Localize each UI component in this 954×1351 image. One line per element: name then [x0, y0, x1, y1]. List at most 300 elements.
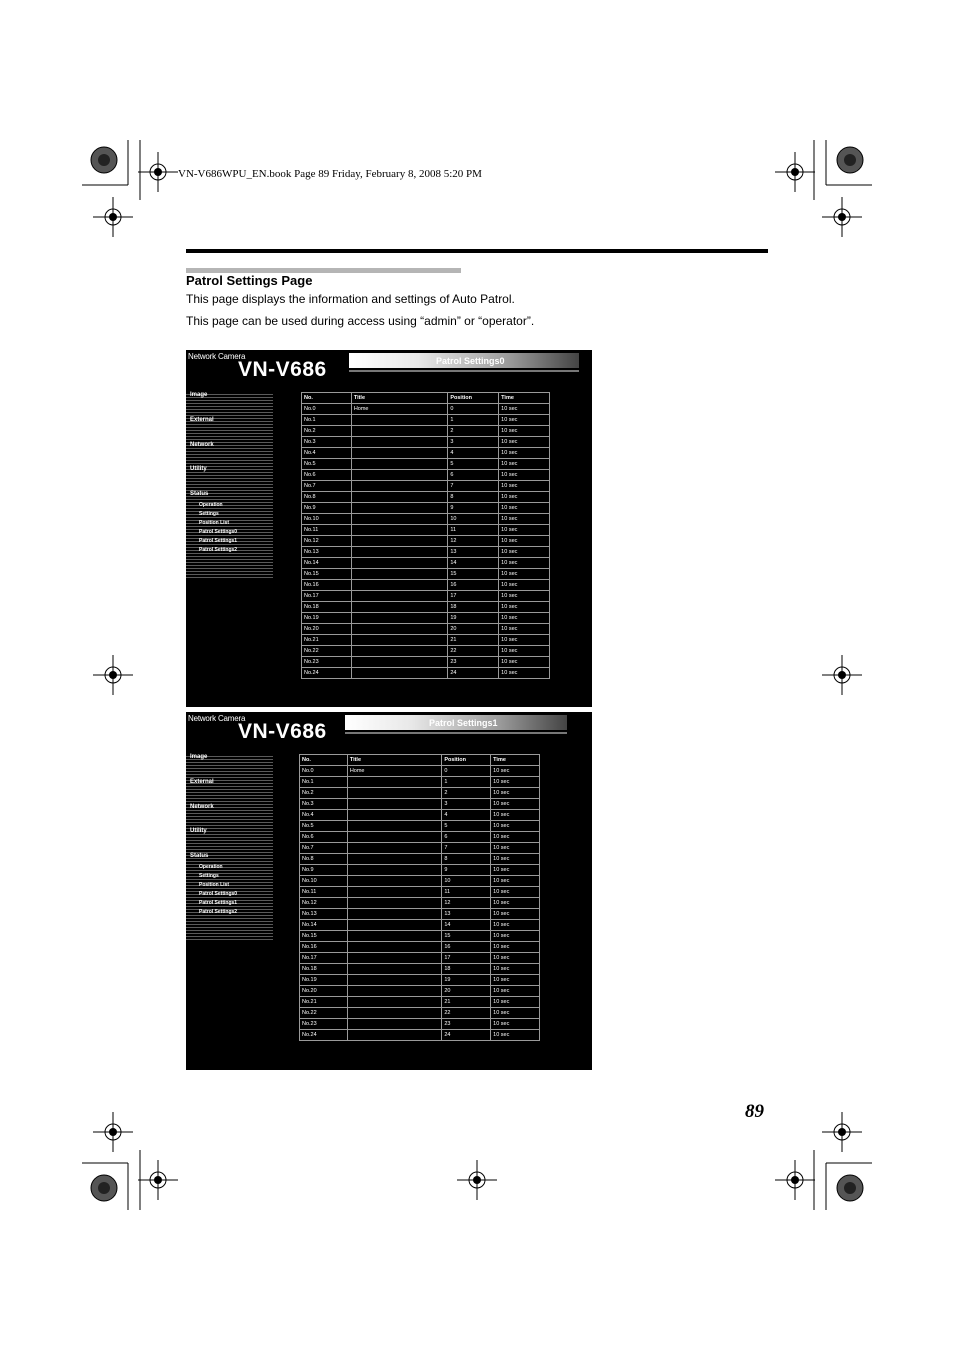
cell-title: Home [351, 404, 448, 415]
cell-title [347, 821, 442, 832]
sidebar-divider [186, 843, 273, 844]
cell-no: No.10 [300, 876, 348, 887]
cell-time: 10 sec [491, 920, 540, 931]
cell-position: 10 [442, 876, 491, 887]
nav-settings[interactable]: Settings [199, 511, 219, 517]
sidebar-divider [186, 786, 273, 787]
sidebar-divider [186, 771, 273, 772]
cell-no: No.4 [302, 448, 352, 459]
sidebar-divider [186, 765, 273, 766]
table-row [300, 1030, 540, 1041]
sidebar-divider [186, 409, 273, 410]
sidebar-divider [186, 436, 273, 437]
cell-no: No.16 [302, 580, 352, 591]
table-row [300, 964, 540, 975]
table-row [300, 898, 540, 909]
cell-time: 10 sec [491, 843, 540, 854]
description-paragraph-1: This page displays the information and settings of Auto Patrol. [186, 292, 515, 306]
sidebar-divider [186, 526, 273, 527]
nav-patrol-settings0[interactable]: Patrol Settings0 [199, 529, 238, 535]
sidebar-divider [186, 924, 273, 925]
cell-title [351, 624, 448, 635]
nav-status[interactable]: Status [190, 491, 209, 497]
col-position: Position [442, 755, 491, 766]
cell-position: 1 [442, 777, 491, 788]
cell-position: 6 [448, 470, 499, 481]
cell-position: 18 [448, 602, 499, 613]
cell-position: 11 [448, 525, 499, 536]
cell-position: 5 [442, 821, 491, 832]
sidebar-divider [186, 478, 273, 479]
cell-time: 10 sec [491, 953, 540, 964]
cell-time: 10 sec [491, 1030, 540, 1041]
cell-position: 7 [442, 843, 491, 854]
cell-position: 22 [448, 646, 499, 657]
sidebar-divider [186, 400, 273, 401]
model-logo: VN-V686 [238, 358, 327, 381]
col-time: Time [499, 393, 550, 404]
cell-title [351, 525, 448, 536]
sidebar-nav [186, 394, 273, 584]
cell-position: 20 [448, 624, 499, 635]
table-row [300, 832, 540, 843]
cell-position: 12 [442, 898, 491, 909]
cell-time: 10 sec [499, 448, 550, 459]
patrol-table [301, 392, 550, 679]
cell-no: No.12 [302, 536, 352, 547]
table-row [302, 624, 550, 635]
sidebar-divider [186, 433, 273, 434]
nav-settings[interactable]: Settings [199, 873, 219, 879]
cell-position: 24 [448, 668, 499, 679]
cell-title [351, 426, 448, 437]
sidebar-divider [186, 795, 273, 796]
cell-time: 10 sec [499, 591, 550, 602]
cell-time: 10 sec [491, 909, 540, 920]
cell-time: 10 sec [491, 931, 540, 942]
page-number: 89 [745, 1101, 764, 1122]
sidebar-divider [186, 870, 273, 871]
sidebar-divider [186, 553, 273, 554]
cell-position: 20 [442, 986, 491, 997]
cell-no: No.6 [300, 832, 348, 843]
cell-title [347, 777, 442, 788]
cell-title [351, 448, 448, 459]
cell-position: 15 [442, 931, 491, 942]
sidebar-divider [186, 481, 273, 482]
sidebar-divider [186, 921, 273, 922]
cell-position: 19 [448, 613, 499, 624]
cell-title [351, 591, 448, 602]
cell-no: No.17 [302, 591, 352, 602]
cell-position: 15 [448, 569, 499, 580]
cell-no: No.21 [302, 635, 352, 646]
cell-no: No.19 [300, 975, 348, 986]
nav-patrol-settings2[interactable]: Patrol Settings2 [199, 547, 238, 553]
cell-no: No.24 [302, 668, 352, 679]
cell-no: No.0 [302, 404, 352, 415]
nav-utility[interactable]: Utility [190, 466, 207, 472]
sidebar-divider [186, 816, 273, 817]
cell-position: 4 [442, 810, 491, 821]
cell-title [347, 843, 442, 854]
cell-no: No.5 [300, 821, 348, 832]
nav-network[interactable]: Network [190, 442, 214, 448]
sidebar-divider [186, 915, 273, 916]
cell-no: No.21 [300, 997, 348, 1008]
cell-position: 0 [448, 404, 499, 415]
model-logo: VN-V686 [238, 720, 327, 743]
nav-position-list[interactable]: Position List [199, 520, 229, 526]
cell-position: 18 [442, 964, 491, 975]
sidebar-divider [186, 936, 273, 937]
cell-position: 16 [442, 942, 491, 953]
cell-time: 10 sec [499, 426, 550, 437]
nav-image[interactable]: Image [190, 392, 208, 398]
sidebar-divider [186, 535, 273, 536]
cell-title [347, 920, 442, 931]
sidebar-divider [186, 574, 273, 575]
sidebar-divider [186, 810, 273, 811]
table-row [302, 668, 550, 679]
sidebar-divider [186, 487, 273, 488]
table-row [302, 558, 550, 569]
cell-title [347, 876, 442, 887]
cell-position: 4 [448, 448, 499, 459]
cell-time: 10 sec [499, 481, 550, 492]
sidebar-divider [186, 427, 273, 428]
cell-time: 10 sec [491, 777, 540, 788]
cell-position: 17 [442, 953, 491, 964]
cell-title [347, 1019, 442, 1030]
cell-time: 10 sec [491, 975, 540, 986]
cell-no: No.8 [300, 854, 348, 865]
cell-no: No.2 [300, 788, 348, 799]
cell-title [347, 799, 442, 810]
title-underline [349, 370, 579, 372]
col-position: Position [448, 393, 499, 404]
cell-no: No.9 [302, 503, 352, 514]
cell-position: 22 [442, 1008, 491, 1019]
cell-position: 24 [442, 1030, 491, 1041]
cell-time: 10 sec [499, 613, 550, 624]
table-row [302, 470, 550, 481]
table-row [302, 503, 550, 514]
sidebar-nav [186, 756, 273, 946]
sidebar-divider [186, 562, 273, 563]
table-row [300, 766, 540, 777]
sidebar-divider [186, 559, 273, 560]
cell-no: No.6 [302, 470, 352, 481]
sidebar-divider [186, 571, 273, 572]
table-row [300, 1008, 540, 1019]
cell-time: 10 sec [499, 547, 550, 558]
table-row [300, 810, 540, 821]
cell-time: 10 sec [499, 536, 550, 547]
cell-time: 10 sec [499, 668, 550, 679]
cell-position: 3 [442, 799, 491, 810]
sidebar-divider [186, 499, 273, 500]
table-row [300, 821, 540, 832]
table-row [302, 481, 550, 492]
cell-no: No.7 [300, 843, 348, 854]
cell-time: 10 sec [491, 997, 540, 1008]
sidebar-divider [186, 861, 273, 862]
sidebar-divider [186, 774, 273, 775]
cell-time: 10 sec [499, 492, 550, 503]
cell-position: 2 [442, 788, 491, 799]
nav-external[interactable]: External [190, 417, 214, 423]
sidebar-divider [186, 472, 273, 473]
cell-time: 10 sec [491, 799, 540, 810]
cell-position: 21 [448, 635, 499, 646]
cell-title [351, 459, 448, 470]
cell-time: 10 sec [499, 437, 550, 448]
col-time: Time [491, 755, 540, 766]
nav-patrol-settings2[interactable]: Patrol Settings2 [199, 909, 238, 915]
cell-position: 2 [448, 426, 499, 437]
cell-position: 14 [442, 920, 491, 931]
cell-no: No.3 [302, 437, 352, 448]
sidebar-divider [186, 789, 273, 790]
col-title: Title [347, 755, 442, 766]
cell-time: 10 sec [499, 514, 550, 525]
sidebar-divider [186, 457, 273, 458]
sidebar-divider [186, 508, 273, 509]
sidebar-divider [186, 412, 273, 413]
cell-title [351, 569, 448, 580]
sidebar-divider [186, 439, 273, 440]
nav-image[interactable]: Image [190, 754, 208, 760]
sidebar-divider [186, 813, 273, 814]
cell-no: No.22 [302, 646, 352, 657]
sidebar-divider [186, 544, 273, 545]
table-row [302, 437, 550, 448]
sidebar-divider [186, 849, 273, 850]
nav-external[interactable]: External [190, 779, 214, 785]
cell-time: 10 sec [499, 602, 550, 613]
cell-time: 10 sec [491, 898, 540, 909]
cell-position: 0 [442, 766, 491, 777]
col-no: No. [302, 393, 352, 404]
cell-title [351, 558, 448, 569]
table-row [302, 448, 550, 459]
sidebar-divider [186, 888, 273, 889]
cell-no: No.15 [302, 569, 352, 580]
cell-position: 7 [448, 481, 499, 492]
cell-position: 23 [442, 1019, 491, 1030]
cell-no: No.18 [302, 602, 352, 613]
cell-position: 9 [448, 503, 499, 514]
cell-time: 10 sec [499, 415, 550, 426]
cell-time: 10 sec [499, 580, 550, 591]
table-row [302, 492, 550, 503]
cell-no: No.0 [300, 766, 348, 777]
cell-time: 10 sec [491, 986, 540, 997]
nav-network[interactable]: Network [190, 804, 214, 810]
cell-no: No.15 [300, 931, 348, 942]
table-row [302, 657, 550, 668]
sidebar-divider [186, 837, 273, 838]
cell-title [351, 580, 448, 591]
cell-no: No.20 [302, 624, 352, 635]
sidebar-divider [186, 918, 273, 919]
nav-patrol-settings1[interactable]: Patrol Settings1 [199, 900, 238, 906]
sidebar-divider [186, 556, 273, 557]
sidebar-divider [186, 475, 273, 476]
sidebar-divider [186, 879, 273, 880]
table-row [302, 591, 550, 602]
cell-title [347, 865, 442, 876]
screenshot-patrol-settings1 [186, 712, 592, 1070]
sidebar-divider [186, 484, 273, 485]
cell-no: No.16 [300, 942, 348, 953]
table-row [300, 1019, 540, 1030]
table-row [300, 931, 540, 942]
cell-title [351, 415, 448, 426]
table-row [300, 865, 540, 876]
sidebar-divider [186, 403, 273, 404]
cell-no: No.10 [302, 514, 352, 525]
cell-position: 17 [448, 591, 499, 602]
cell-time: 10 sec [499, 459, 550, 470]
sidebar-divider [186, 768, 273, 769]
cell-no: No.3 [300, 799, 348, 810]
cell-no: No.23 [300, 1019, 348, 1030]
cell-time: 10 sec [499, 624, 550, 635]
cell-position: 5 [448, 459, 499, 470]
page-title: Patrol Settings1 [429, 718, 498, 728]
table-row [302, 646, 550, 657]
cell-position: 1 [448, 415, 499, 426]
table-row [302, 547, 550, 558]
sidebar-divider [186, 801, 273, 802]
cell-title [351, 536, 448, 547]
network-camera-label: Network Camera [188, 352, 246, 361]
cell-no: No.1 [300, 777, 348, 788]
title-underline [345, 732, 567, 734]
cell-position: 13 [448, 547, 499, 558]
cell-position: 16 [448, 580, 499, 591]
col-title: Title [351, 393, 448, 404]
sidebar-divider [186, 846, 273, 847]
sidebar-divider [186, 762, 273, 763]
cell-time: 10 sec [499, 635, 550, 646]
cell-no: No.5 [302, 459, 352, 470]
cell-time: 10 sec [491, 821, 540, 832]
cell-position: 21 [442, 997, 491, 1008]
cell-no: No.24 [300, 1030, 348, 1041]
nav-patrol-settings1[interactable]: Patrol Settings1 [199, 538, 238, 544]
cell-time: 10 sec [491, 942, 540, 953]
cell-title [347, 832, 442, 843]
cell-no: No.18 [300, 964, 348, 975]
table-row [302, 459, 550, 470]
cell-title [351, 668, 448, 679]
cell-time: 10 sec [491, 964, 540, 975]
table-row [300, 953, 540, 964]
sidebar-divider [186, 927, 273, 928]
cell-time: 10 sec [491, 887, 540, 898]
cell-title [347, 964, 442, 975]
table-row [302, 635, 550, 646]
section-title: Patrol Settings Page [186, 273, 313, 288]
cell-time: 10 sec [491, 865, 540, 876]
cell-title [347, 909, 442, 920]
cell-title [351, 503, 448, 514]
cell-no: No.17 [300, 953, 348, 964]
sidebar-divider [186, 939, 273, 940]
sidebar-divider [186, 930, 273, 931]
table-row [300, 942, 540, 953]
nav-operation[interactable]: Operation [199, 502, 223, 508]
cell-no: No.23 [302, 657, 352, 668]
sidebar-divider [186, 424, 273, 425]
sidebar-divider [186, 463, 273, 464]
cell-time: 10 sec [499, 404, 550, 415]
cell-title [351, 514, 448, 525]
sidebar-divider [186, 406, 273, 407]
table-row [300, 843, 540, 854]
table-row [302, 514, 550, 525]
cell-title [351, 470, 448, 481]
sidebar-divider [186, 822, 273, 823]
cell-no: No.14 [302, 558, 352, 569]
col-no: No. [300, 755, 348, 766]
cell-no: No.7 [302, 481, 352, 492]
cell-no: No.19 [302, 613, 352, 624]
cell-time: 10 sec [499, 503, 550, 514]
sidebar-divider [186, 565, 273, 566]
table-row [300, 788, 540, 799]
nav-operation[interactable]: Operation [199, 864, 223, 870]
cell-no: No.1 [302, 415, 352, 426]
table-row [302, 580, 550, 591]
nav-status[interactable]: Status [190, 853, 209, 859]
cell-time: 10 sec [491, 1019, 540, 1030]
cell-no: No.4 [300, 810, 348, 821]
sidebar-divider [186, 840, 273, 841]
cell-title [351, 657, 448, 668]
nav-position-list[interactable]: Position List [199, 882, 229, 888]
cell-no: No.13 [302, 547, 352, 558]
sidebar-divider [186, 577, 273, 578]
cell-position: 11 [442, 887, 491, 898]
cell-title [347, 788, 442, 799]
cell-title [347, 898, 442, 909]
sidebar-divider [186, 819, 273, 820]
table-row [300, 975, 540, 986]
cell-title [347, 1030, 442, 1041]
cell-time: 10 sec [491, 810, 540, 821]
table-row [302, 613, 550, 624]
sidebar-divider [186, 415, 273, 416]
cell-position: 8 [448, 492, 499, 503]
cell-title [347, 953, 442, 964]
cell-no: No.12 [300, 898, 348, 909]
table-row [300, 986, 540, 997]
cell-no: No.20 [300, 986, 348, 997]
cell-position: 19 [442, 975, 491, 986]
nav-utility[interactable]: Utility [190, 828, 207, 834]
table-row [300, 854, 540, 865]
sidebar-divider [186, 933, 273, 934]
description-paragraph-2: This page can be used during access using “admin” or “operator”. [186, 314, 535, 328]
nav-patrol-settings0[interactable]: Patrol Settings0 [199, 891, 238, 897]
cell-time: 10 sec [499, 525, 550, 536]
cell-title [347, 854, 442, 865]
cell-time: 10 sec [491, 832, 540, 843]
